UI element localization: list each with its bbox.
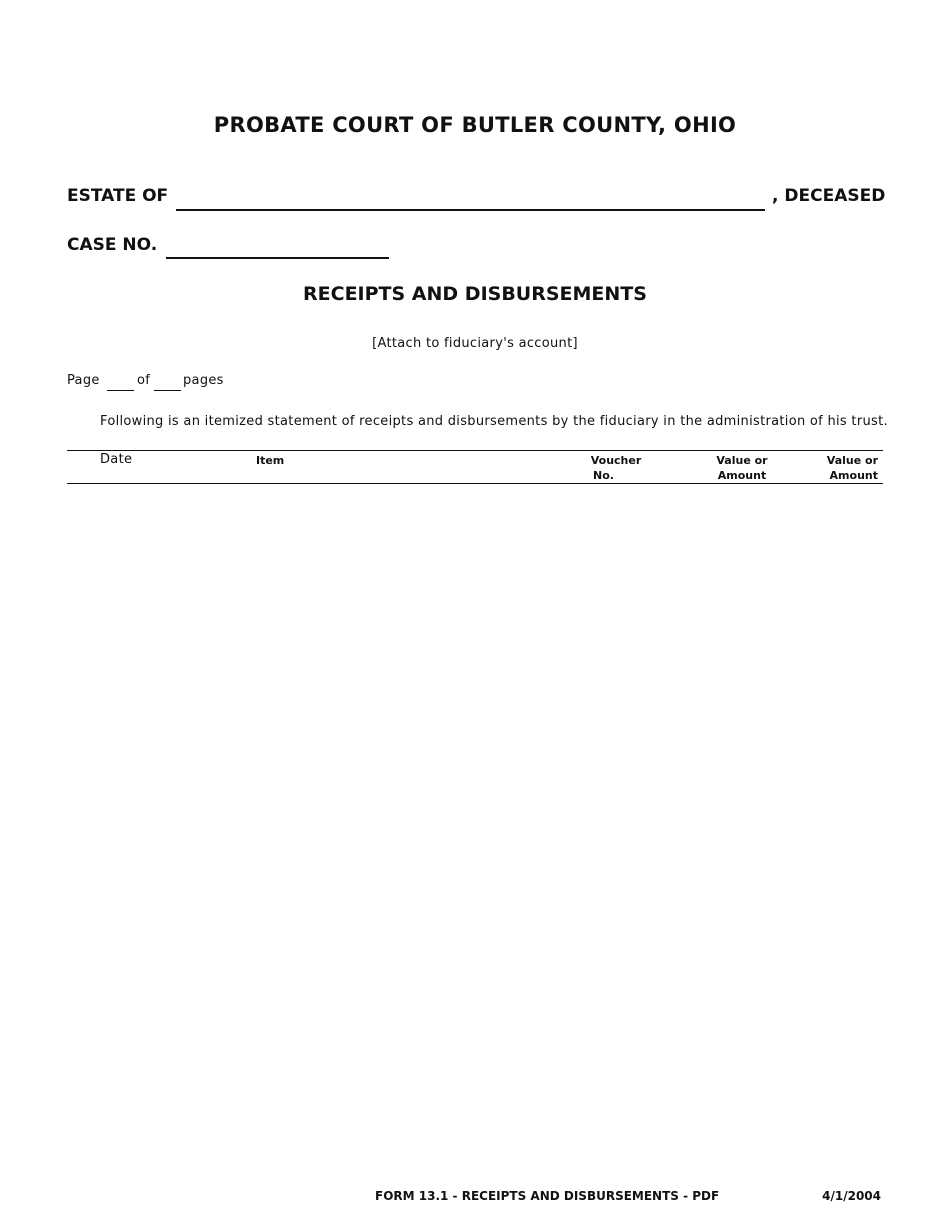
column-header-voucher-no: [582, 453, 650, 483]
table-header-bottom-rule: [67, 483, 883, 484]
deceased-label: , DECEASED: [772, 186, 886, 206]
page-number-field[interactable]: [107, 390, 134, 391]
page-label: Page: [67, 373, 100, 388]
column-header-value-amount-1: [705, 453, 779, 483]
footer-form-label: FORM 13.1 - RECEIPTS AND DISBURSEMENTS - PDF: [375, 1189, 720, 1203]
case-number-field[interactable]: [166, 257, 389, 259]
column-header-value1-line2: Amount: [717, 469, 767, 482]
column-header-value1-line1: Value or: [716, 454, 768, 467]
column-header-value-amount-2: [800, 453, 878, 483]
column-header-date: Date: [100, 452, 133, 467]
total-pages-field[interactable]: [154, 390, 181, 391]
footer-date: 4/1/2004: [822, 1189, 881, 1203]
column-header-voucher-line1: Voucher: [590, 454, 642, 467]
column-header-value2-line1: Value or: [826, 454, 878, 467]
court-title: PROBATE COURT OF BUTLER COUNTY, OHIO: [213, 113, 737, 137]
statement-text: Following is an itemized statement of receipts and disbursements by the fiduciary in the administration of his trust.: [100, 414, 888, 429]
column-header-voucher-line2: No.: [593, 469, 614, 482]
column-header-value2-line2: Amount: [829, 469, 878, 482]
estate-name-field[interactable]: [176, 209, 765, 211]
estate-of-label: ESTATE OF: [67, 186, 169, 206]
of-label: of: [137, 373, 151, 388]
table-top-rule: [67, 450, 883, 451]
column-header-item: Item: [256, 454, 285, 467]
form-title: RECEIPTS AND DISBURSEMENTS: [303, 283, 647, 305]
attach-note: [Attach to fiduciary's account]: [372, 336, 578, 351]
pages-label: pages: [183, 373, 224, 388]
case-no-label: CASE NO.: [67, 235, 158, 255]
